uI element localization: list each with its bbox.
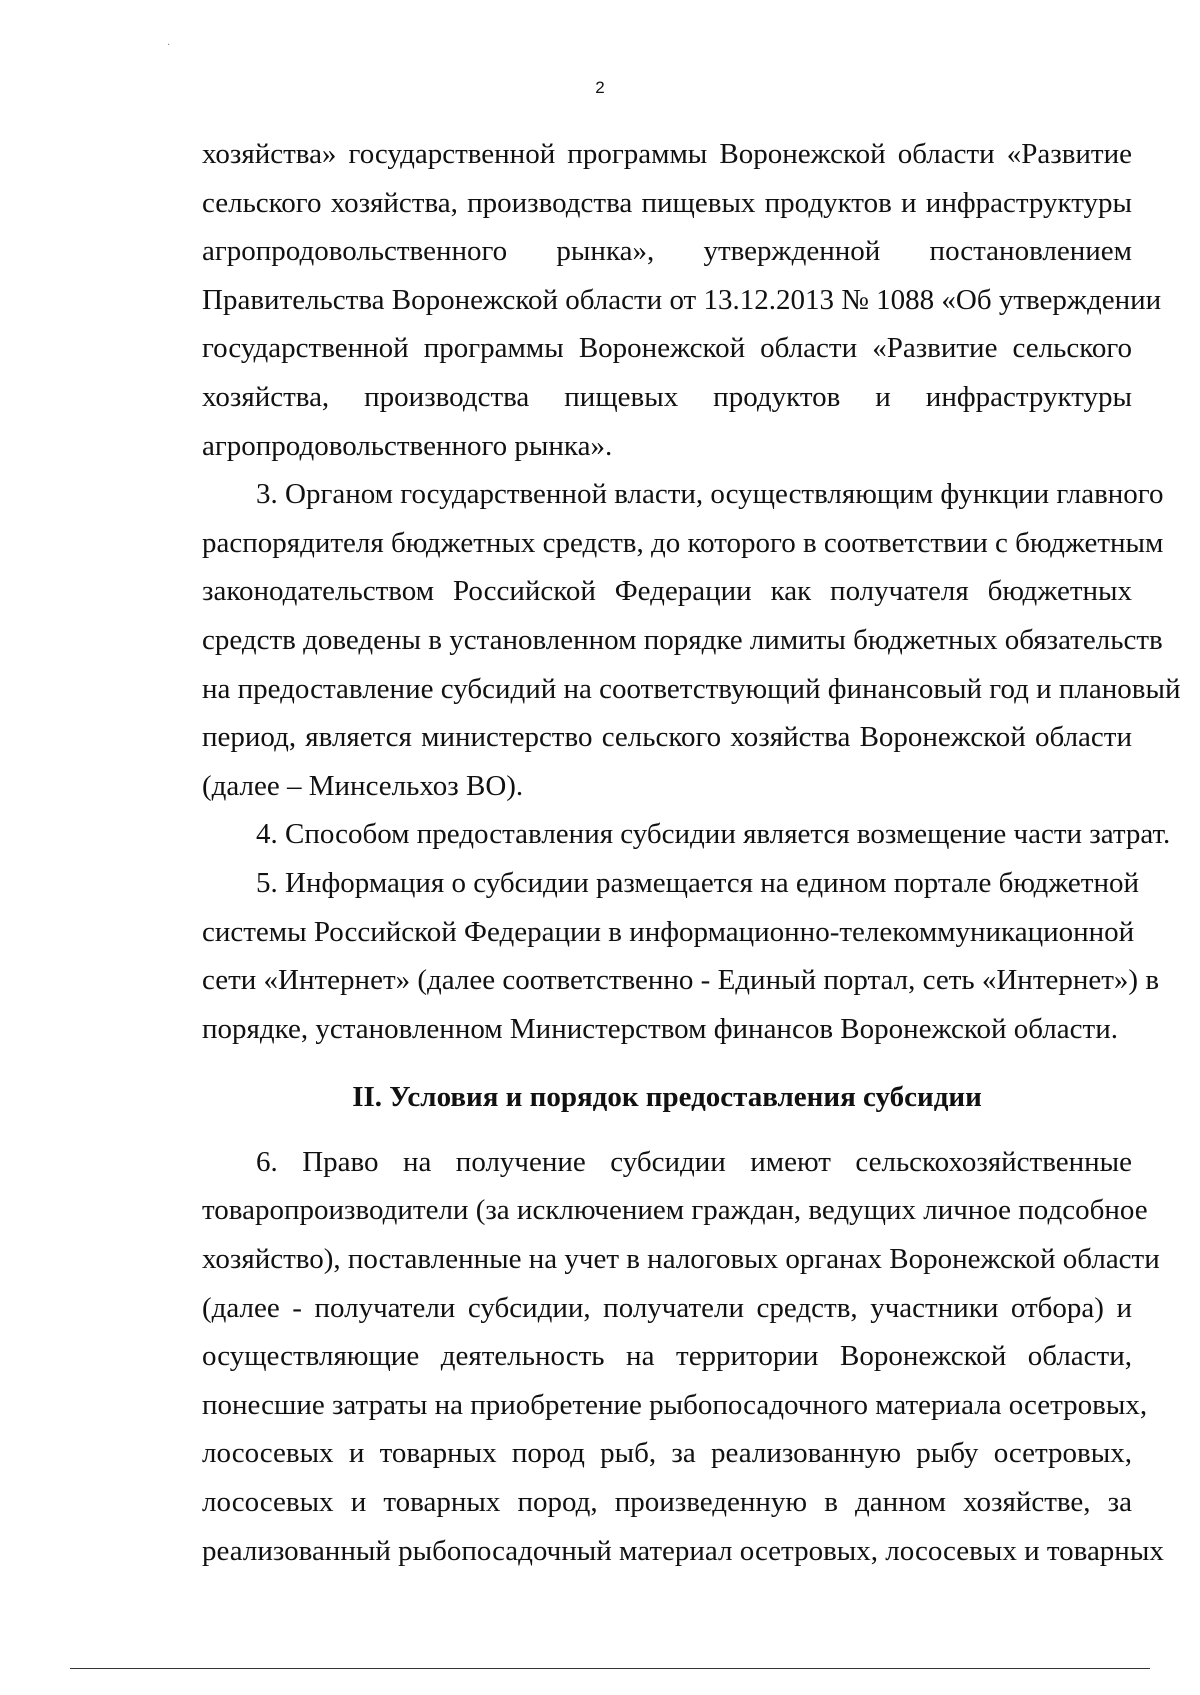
text-line: распорядителя бюджетных средств, до которого в соответствии с бюджетным xyxy=(202,526,1164,559)
text-line: лососевых и товарных пород рыб, за реализованную рыбу осетровых, xyxy=(202,1437,1132,1470)
bottom-rule xyxy=(70,1668,1150,1669)
text-line: агропродовольственного рынка». xyxy=(202,429,613,462)
text-line: 5. Информация о субсидии размещается на едином портале бюджетной xyxy=(256,866,1140,899)
document-body xyxy=(202,130,1181,1575)
text-line: государственной программы Воронежской области «Развитие сельского xyxy=(202,332,1132,365)
text-line: (далее – Минсельхоз ВО). xyxy=(202,769,524,802)
text-line: 6. Право на получение субсидии имеют сельскохозяйственные xyxy=(256,1145,1132,1178)
scan-artifact-mark: · xyxy=(167,40,171,51)
paragraph xyxy=(202,130,1162,470)
paragraph xyxy=(202,470,1181,810)
text-line: (далее - получатели субсидии, получатели средств, участники отбора) и xyxy=(202,1291,1132,1324)
text-line: средств доведены в установленном порядке лимиты бюджетных обязательств xyxy=(202,623,1163,656)
paragraph xyxy=(202,859,1160,1053)
section-heading: II. Условия и порядок предоставления субсидии xyxy=(352,1081,982,1114)
paragraph xyxy=(202,1138,1164,1575)
text-line: хозяйства» государственной программы Воронежской области «Развитие xyxy=(202,138,1132,170)
text-line: сети «Интернет» (далее соответственно - Единый портал, сеть «Интернет») в xyxy=(202,964,1160,997)
text-line: хозяйство), поставленные на учет в налоговых органах Воронежской области xyxy=(202,1243,1160,1276)
text-line: 3. Органом государственной власти, осуществляющим функции главного xyxy=(256,478,1164,511)
text-line: лососевых и товарных пород, произведенную в данном хозяйстве, за xyxy=(202,1486,1132,1519)
text-line: 4. Способом предоставления субсидии является возмещение части затрат. xyxy=(256,818,1171,851)
text-line: агропродовольственного рынка», утвержденной постановлением xyxy=(202,235,1132,268)
text-line: период, является министерство сельского хозяйства Воронежской области xyxy=(202,721,1132,754)
text-line: системы Российской Федерации в информационно-телекоммуникационной xyxy=(202,915,1135,948)
paragraph xyxy=(202,810,1171,859)
text-line: осуществляющие деятельность на территории Воронежской области, xyxy=(202,1340,1132,1373)
text-line: порядке, установленном Министерством финансов Воронежской области. xyxy=(202,1012,1118,1045)
text-line: на предоставление субсидий на соответствующий финансовый год и плановый xyxy=(202,672,1181,705)
page-number: 2 xyxy=(595,78,605,97)
text-line: хозяйства, производства пищевых продуктов и инфраструктуры xyxy=(202,380,1132,413)
text-line: реализованный рыбопосадочный материал осетровых, лососевых и товарных xyxy=(202,1534,1164,1567)
text-line: понесшие затраты на приобретение рыбопосадочного материала осетровых, xyxy=(202,1388,1148,1421)
text-line: товаропроизводители (за исключением граждан, ведущих личное подсобное xyxy=(202,1194,1148,1227)
text-line: сельского хозяйства, производства пищевых продуктов и инфраструктуры xyxy=(202,186,1132,219)
text-line: Правительства Воронежской области от 13.12.2013 № 1088 «Об утверждении xyxy=(202,283,1162,316)
text-line: законодательством Российской Федерации как получателя бюджетных xyxy=(202,575,1132,608)
